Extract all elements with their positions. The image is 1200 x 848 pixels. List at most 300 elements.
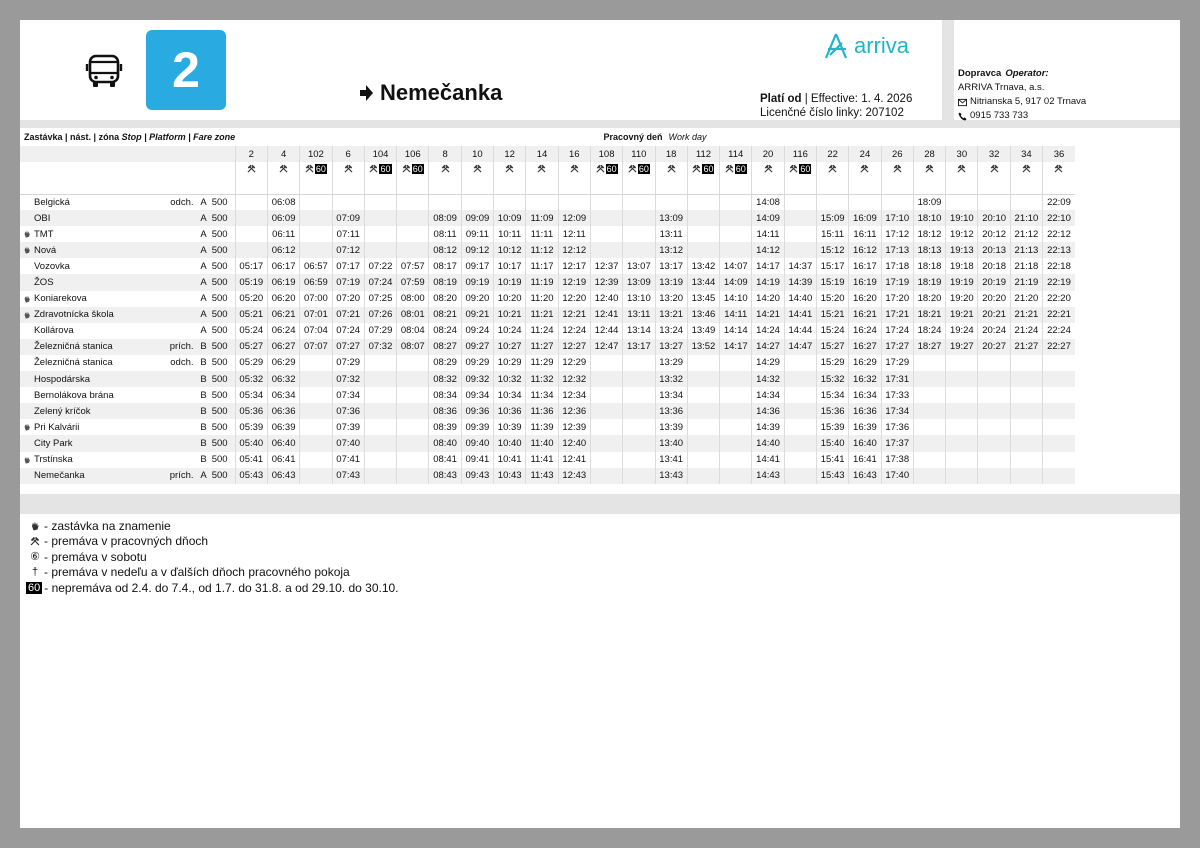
- departure-time: [784, 403, 816, 419]
- trip-symbol: [881, 162, 913, 176]
- stop-name-cell: [20, 242, 194, 258]
- departure-time: [687, 468, 719, 484]
- departure-time: 07:17: [332, 258, 364, 274]
- hammers-icon: [990, 164, 999, 173]
- departure-time: 17:27: [881, 339, 913, 355]
- departure-time: 05:20: [235, 291, 267, 307]
- table-row: [20, 274, 1075, 290]
- departure-time: [1043, 387, 1075, 403]
- fare-zone: 500: [210, 403, 235, 419]
- spacer-cell: [429, 176, 461, 194]
- departure-time: [978, 419, 1010, 435]
- trip-number: 26: [881, 146, 913, 162]
- spacer-cell: [720, 176, 752, 194]
- trip-symbols-row: [20, 162, 1075, 176]
- departure-time: [978, 371, 1010, 387]
- departure-time: 13:12: [655, 242, 687, 258]
- departure-time: [397, 242, 429, 258]
- departure-time: 17:40: [881, 468, 913, 484]
- departure-time: 13:24: [655, 323, 687, 339]
- trip-symbol: [946, 162, 978, 176]
- departure-time: [913, 371, 945, 387]
- legend-workdays: - premáva v pracovných dňoch: [26, 534, 1174, 550]
- departure-time: [1010, 419, 1042, 435]
- table-row: [20, 435, 1075, 451]
- departure-time: [913, 452, 945, 468]
- departure-time: 13:14: [623, 323, 655, 339]
- departure-time: 17:13: [881, 242, 913, 258]
- departure-time: 14:36: [752, 403, 784, 419]
- departure-time: 11:09: [526, 210, 558, 226]
- hammers-icon: [402, 164, 411, 173]
- departure-time: 15:11: [817, 226, 849, 242]
- departure-time: 17:34: [881, 403, 913, 419]
- departure-time: 20:19: [978, 274, 1010, 290]
- departure-time: 07:57: [397, 258, 429, 274]
- request-stop-hand-icon: [30, 521, 40, 531]
- departure-time: 12:19: [558, 274, 590, 290]
- departure-time: 13:40: [655, 435, 687, 451]
- departure-time: 15:17: [817, 258, 849, 274]
- departure-time: 06:43: [267, 468, 299, 484]
- departure-time: 09:36: [461, 403, 493, 419]
- departure-time: 16:21: [849, 307, 881, 323]
- stop-name-cell: [20, 274, 194, 290]
- license-number: Licenčné číslo linky: 207102: [760, 107, 904, 119]
- fare-zone: 500: [211, 260, 228, 272]
- departure-time: [1010, 194, 1042, 210]
- departure-time: 21:20: [1010, 291, 1042, 307]
- departure-time: 22:13: [1043, 242, 1075, 258]
- trip-number: 6: [332, 146, 364, 162]
- operator-phone: 0915 733 733: [970, 110, 1029, 121]
- restriction-badge: 60: [315, 163, 326, 174]
- fare-zone: 500: [210, 210, 235, 226]
- departure-time: 13:20: [655, 291, 687, 307]
- departure-time: [1010, 387, 1042, 403]
- departure-time: 07:40: [332, 435, 364, 451]
- departure-time: [784, 226, 816, 242]
- departure-time: [687, 210, 719, 226]
- legend-sunday: † - premáva v nedeľu a v ďalších dňoch pracovného pokoja: [26, 565, 1174, 581]
- table-row: [20, 468, 1075, 484]
- spacer-cell: [461, 176, 493, 194]
- trip-symbol: [267, 162, 299, 176]
- departure-time: 06:40: [267, 435, 299, 451]
- departure-time: [913, 468, 945, 484]
- departure-time: 15:32: [817, 371, 849, 387]
- departure-time: [364, 452, 396, 468]
- spacer-cell: [494, 176, 526, 194]
- departure-time: 09:39: [461, 419, 493, 435]
- departure-time: 19:24: [946, 323, 978, 339]
- stop-name: Zelený kríčok: [34, 405, 91, 417]
- departure-time: [913, 435, 945, 451]
- departure-time: [397, 468, 429, 484]
- departure-time: 20:27: [978, 339, 1010, 355]
- departure-time: [946, 435, 978, 451]
- departure-time: 13:46: [687, 307, 719, 323]
- departure-time: 12:21: [558, 307, 590, 323]
- departure-time: 13:17: [623, 339, 655, 355]
- platform: A: [194, 274, 210, 290]
- departure-time: 06:08: [267, 194, 299, 210]
- departure-time: 14:20: [752, 291, 784, 307]
- departure-time: 14:17: [720, 339, 752, 355]
- operator-name: ARRIVA Trnava, a.s.: [958, 82, 1045, 93]
- hammers-icon: [692, 164, 701, 173]
- departure-time: 16:41: [849, 452, 881, 468]
- departure-time: [720, 210, 752, 226]
- departure-time: 08:43: [429, 468, 461, 484]
- departure-time: [720, 226, 752, 242]
- fare-zone: 500: [211, 357, 228, 369]
- departure-time: [300, 419, 332, 435]
- departure-time: 15:40: [817, 435, 849, 451]
- departure-time: 07:09: [332, 210, 364, 226]
- departure-time: 22:09: [1043, 194, 1075, 210]
- departure-time: 22:21: [1043, 307, 1075, 323]
- departure-time: [364, 419, 396, 435]
- table-row: [20, 258, 1075, 274]
- departure-time: [623, 226, 655, 242]
- departure-time: [623, 468, 655, 484]
- departure-time: 10:09: [494, 210, 526, 226]
- departure-time: 10:24: [494, 323, 526, 339]
- departure-time: 10:41: [494, 452, 526, 468]
- trip-symbol: [526, 162, 558, 176]
- departure-time: 14:09: [752, 210, 784, 226]
- fare-zone: 500: [210, 274, 235, 290]
- trip-number: 20: [752, 146, 784, 162]
- departure-time: 16:29: [849, 355, 881, 371]
- departure-time: 13:32: [655, 371, 687, 387]
- hammers-icon: [441, 164, 450, 173]
- departure-time: 17:31: [881, 371, 913, 387]
- departure-time: 09:40: [461, 435, 493, 451]
- departure-time: [817, 194, 849, 210]
- departure-time: 11:34: [526, 387, 558, 403]
- stop-name: Belgická: [34, 196, 70, 208]
- spacer-cell: [397, 176, 429, 194]
- departure-time: 07:36: [332, 403, 364, 419]
- departure-time: 11:27: [526, 339, 558, 355]
- fare-zone: 500: [210, 371, 235, 387]
- departure-time: 17:21: [881, 307, 913, 323]
- trip-symbol: [817, 162, 849, 176]
- trip-numbers-row: [20, 146, 1075, 162]
- departure-time: 14:10: [720, 291, 752, 307]
- departure-time: 06:19: [267, 274, 299, 290]
- departure-time: [1043, 355, 1075, 371]
- platform: B: [194, 403, 210, 419]
- departure-time: 09:09: [461, 210, 493, 226]
- platform: A: [194, 307, 210, 323]
- departure-time: 10:17: [494, 258, 526, 274]
- departure-time: 16:34: [849, 387, 881, 403]
- departure-time: 14:32: [752, 371, 784, 387]
- platform: A: [194, 468, 210, 484]
- departure-time: 21:24: [1010, 323, 1042, 339]
- operator-panel: [954, 20, 1180, 120]
- departure-time: [1043, 468, 1075, 484]
- stop-name: Trstínska: [34, 454, 73, 466]
- departure-time: 05:40: [235, 435, 267, 451]
- departure-time: [397, 210, 429, 226]
- departure-time: [397, 452, 429, 468]
- spacer-cell: [235, 176, 267, 194]
- departure-time: 06:27: [267, 339, 299, 355]
- departure-time: [1010, 468, 1042, 484]
- column-header-label: Zastávka | nást. | zóna Stop | Platform | Fare zone: [24, 132, 236, 142]
- departure-time: 19:20: [946, 291, 978, 307]
- departure-time: [590, 452, 622, 468]
- header-separator: [942, 20, 954, 120]
- departure-time: 15:12: [817, 242, 849, 258]
- hammers-icon: [473, 164, 482, 173]
- departure-time: [720, 371, 752, 387]
- departure-time: 14:12: [752, 242, 784, 258]
- departure-time: [720, 419, 752, 435]
- departure-time: 20:10: [978, 210, 1010, 226]
- departure-time: 16:17: [849, 258, 881, 274]
- departure-time: 07:24: [332, 323, 364, 339]
- fare-zone: 500: [211, 228, 228, 240]
- departure-time: [687, 452, 719, 468]
- departure-time: 09:34: [461, 387, 493, 403]
- departure-time: [946, 387, 978, 403]
- arriva-mark-icon: [822, 32, 850, 60]
- departure-time: [784, 371, 816, 387]
- departure-time: 14:27: [752, 339, 784, 355]
- trip-number: 28: [913, 146, 945, 162]
- platform: A: [200, 228, 207, 240]
- legend-not-running: 60 - nepremáva od 2.4. do 7.4., od 1.7. do 31.8. a od 29.10. do 30.10.: [28, 580, 399, 595]
- table-row: [20, 242, 1075, 258]
- departure-time: 05:34: [235, 387, 267, 403]
- departure-time: 07:12: [332, 242, 364, 258]
- departure-time: [623, 452, 655, 468]
- departure-time: 12:43: [558, 468, 590, 484]
- departure-time: 17:10: [881, 210, 913, 226]
- trip-number: 30: [946, 146, 978, 162]
- departure-time: 17:18: [881, 258, 913, 274]
- stop-name-cell: [20, 307, 194, 323]
- stop-name-cell: [20, 435, 194, 451]
- hammers-icon: [505, 164, 514, 173]
- restriction-badge: 60: [28, 581, 41, 594]
- departure-time: [946, 194, 978, 210]
- departure-time: 08:39: [429, 419, 461, 435]
- departure-time: [849, 194, 881, 210]
- departure-time: 20:12: [978, 226, 1010, 242]
- departure-time: [397, 387, 429, 403]
- line-number: 2: [146, 30, 226, 110]
- spacer-cell: [817, 176, 849, 194]
- departure-time: 13:42: [687, 258, 719, 274]
- departure-time: 08:34: [429, 387, 461, 403]
- departure-time: 14:40: [752, 435, 784, 451]
- departure-time: [590, 194, 622, 210]
- fare-zone: 500: [210, 468, 235, 484]
- trip-symbol: [364, 162, 396, 176]
- platform: A: [194, 242, 210, 258]
- departure-time: [397, 226, 429, 242]
- hammers-icon: [789, 164, 798, 173]
- stop-name-cell: [20, 403, 194, 419]
- departure-time: 14:41: [784, 307, 816, 323]
- departure-time: 05:24: [235, 323, 267, 339]
- departure-time: 15:43: [817, 468, 849, 484]
- restriction-badge: 60: [606, 163, 617, 174]
- departure-time: 07:20: [332, 291, 364, 307]
- departure-time: 11:40: [526, 435, 558, 451]
- departure-time: [913, 419, 945, 435]
- fare-zone: 500: [210, 339, 235, 355]
- stop-name: Hospodárska: [34, 373, 90, 385]
- departure-time: 05:21: [235, 307, 267, 323]
- departure-time: 13:11: [623, 307, 655, 323]
- spacer-cell: [655, 176, 687, 194]
- departure-time: 12:44: [590, 323, 622, 339]
- restriction-badge: 60: [800, 163, 811, 174]
- departure-time: 20:20: [978, 291, 1010, 307]
- departure-time: 15:27: [817, 339, 849, 355]
- departure-time: [300, 226, 332, 242]
- validity-info: [760, 92, 912, 120]
- departure-time: 08:09: [429, 210, 461, 226]
- departure-time: [1043, 371, 1075, 387]
- legend-saturday: ⑥ - premáva v sobotu: [26, 549, 1174, 565]
- departure-time: [235, 210, 267, 226]
- departure-time: 14:44: [784, 323, 816, 339]
- departure-time: 14:24: [752, 323, 784, 339]
- hammers-icon: [1022, 164, 1031, 173]
- departure-time: 09:17: [461, 258, 493, 274]
- departure-time: 20:13: [978, 242, 1010, 258]
- departure-time: 13:49: [687, 323, 719, 339]
- departure-time: 11:11: [526, 226, 558, 242]
- stop-note: prích.: [169, 340, 194, 352]
- departure-time: 14:40: [784, 291, 816, 307]
- departure-time: 13:34: [655, 387, 687, 403]
- request-stop-hand-icon: [23, 311, 31, 319]
- departure-time: 13:07: [623, 258, 655, 274]
- departure-time: 12:39: [558, 419, 590, 435]
- departure-time: [623, 387, 655, 403]
- trip-number: 106: [397, 146, 429, 162]
- departure-time: 05:17: [235, 258, 267, 274]
- stop-name: Kollárova: [34, 325, 74, 337]
- departure-time: 07:39: [332, 419, 364, 435]
- arriva-logo: [822, 32, 909, 60]
- platform: A: [200, 293, 207, 305]
- trip-number: 32: [978, 146, 1010, 162]
- departure-time: 14:17: [752, 258, 784, 274]
- departure-time: [300, 355, 332, 371]
- spacer-cell: [623, 176, 655, 194]
- spacer-cell: [687, 176, 719, 194]
- departure-time: 13:36: [655, 403, 687, 419]
- departure-time: 22:12: [1043, 226, 1075, 242]
- departure-time: [720, 355, 752, 371]
- departure-time: 11:32: [526, 371, 558, 387]
- departure-time: [784, 468, 816, 484]
- platform: B: [200, 389, 207, 401]
- departure-time: [397, 371, 429, 387]
- departure-time: 13:09: [623, 274, 655, 290]
- departure-time: 18:20: [913, 291, 945, 307]
- departure-time: [397, 419, 429, 435]
- departure-time: [687, 194, 719, 210]
- departure-time: 18:21: [913, 307, 945, 323]
- departure-time: 13:17: [655, 258, 687, 274]
- departure-time: [1043, 403, 1075, 419]
- stop-name: Nová: [34, 244, 57, 256]
- departure-time: 11:19: [526, 274, 558, 290]
- platform: A: [194, 210, 210, 226]
- departure-time: 09:29: [461, 355, 493, 371]
- departure-time: 09:41: [461, 452, 493, 468]
- departure-time: 22:24: [1043, 323, 1075, 339]
- stop-name-cell: [20, 419, 194, 435]
- departure-time: [913, 387, 945, 403]
- departure-time: 22:18: [1043, 258, 1075, 274]
- departure-time: [687, 226, 719, 242]
- departure-time: [590, 387, 622, 403]
- departure-time: 16:32: [849, 371, 881, 387]
- table-row: [20, 371, 1075, 387]
- departure-time: 20:24: [978, 323, 1010, 339]
- departure-time: 10:29: [494, 355, 526, 371]
- platform: B: [200, 454, 207, 466]
- legend: [20, 514, 1180, 828]
- departure-time: [364, 371, 396, 387]
- departure-time: 18:09: [913, 194, 945, 210]
- departure-time: 12:40: [558, 435, 590, 451]
- departure-time: 06:24: [267, 323, 299, 339]
- fare-zone: 500: [211, 325, 228, 337]
- stop-name: Zdravotnícka škola: [34, 309, 114, 321]
- departure-time: 16:19: [849, 274, 881, 290]
- departure-time: [364, 403, 396, 419]
- platform: B: [200, 421, 207, 433]
- table-row: [20, 452, 1075, 468]
- departure-time: [784, 242, 816, 258]
- departure-time: 08:27: [429, 339, 461, 355]
- spacer-cell: [978, 176, 1010, 194]
- departure-time: 12:36: [558, 403, 590, 419]
- departure-time: [1010, 435, 1042, 451]
- operator-label-en: Operator:: [1005, 68, 1049, 79]
- departure-time: 06:12: [267, 242, 299, 258]
- stop-name-cell: [20, 387, 194, 403]
- departure-time: [397, 194, 429, 210]
- hammers-icon: [828, 164, 837, 173]
- departure-time: 12:20: [558, 291, 590, 307]
- trip-symbol: [300, 162, 332, 176]
- departure-time: 07:34: [332, 387, 364, 403]
- trip-symbol: [494, 162, 526, 176]
- stop-name-cell: [20, 355, 194, 371]
- departure-time: 21:10: [1010, 210, 1042, 226]
- departure-time: 11:43: [526, 468, 558, 484]
- hammers-icon: [667, 164, 676, 173]
- departure-time: [300, 452, 332, 468]
- request-stop-hand-icon: [23, 295, 31, 303]
- departure-time: 07:25: [364, 291, 396, 307]
- restriction-badge: 60: [412, 163, 423, 174]
